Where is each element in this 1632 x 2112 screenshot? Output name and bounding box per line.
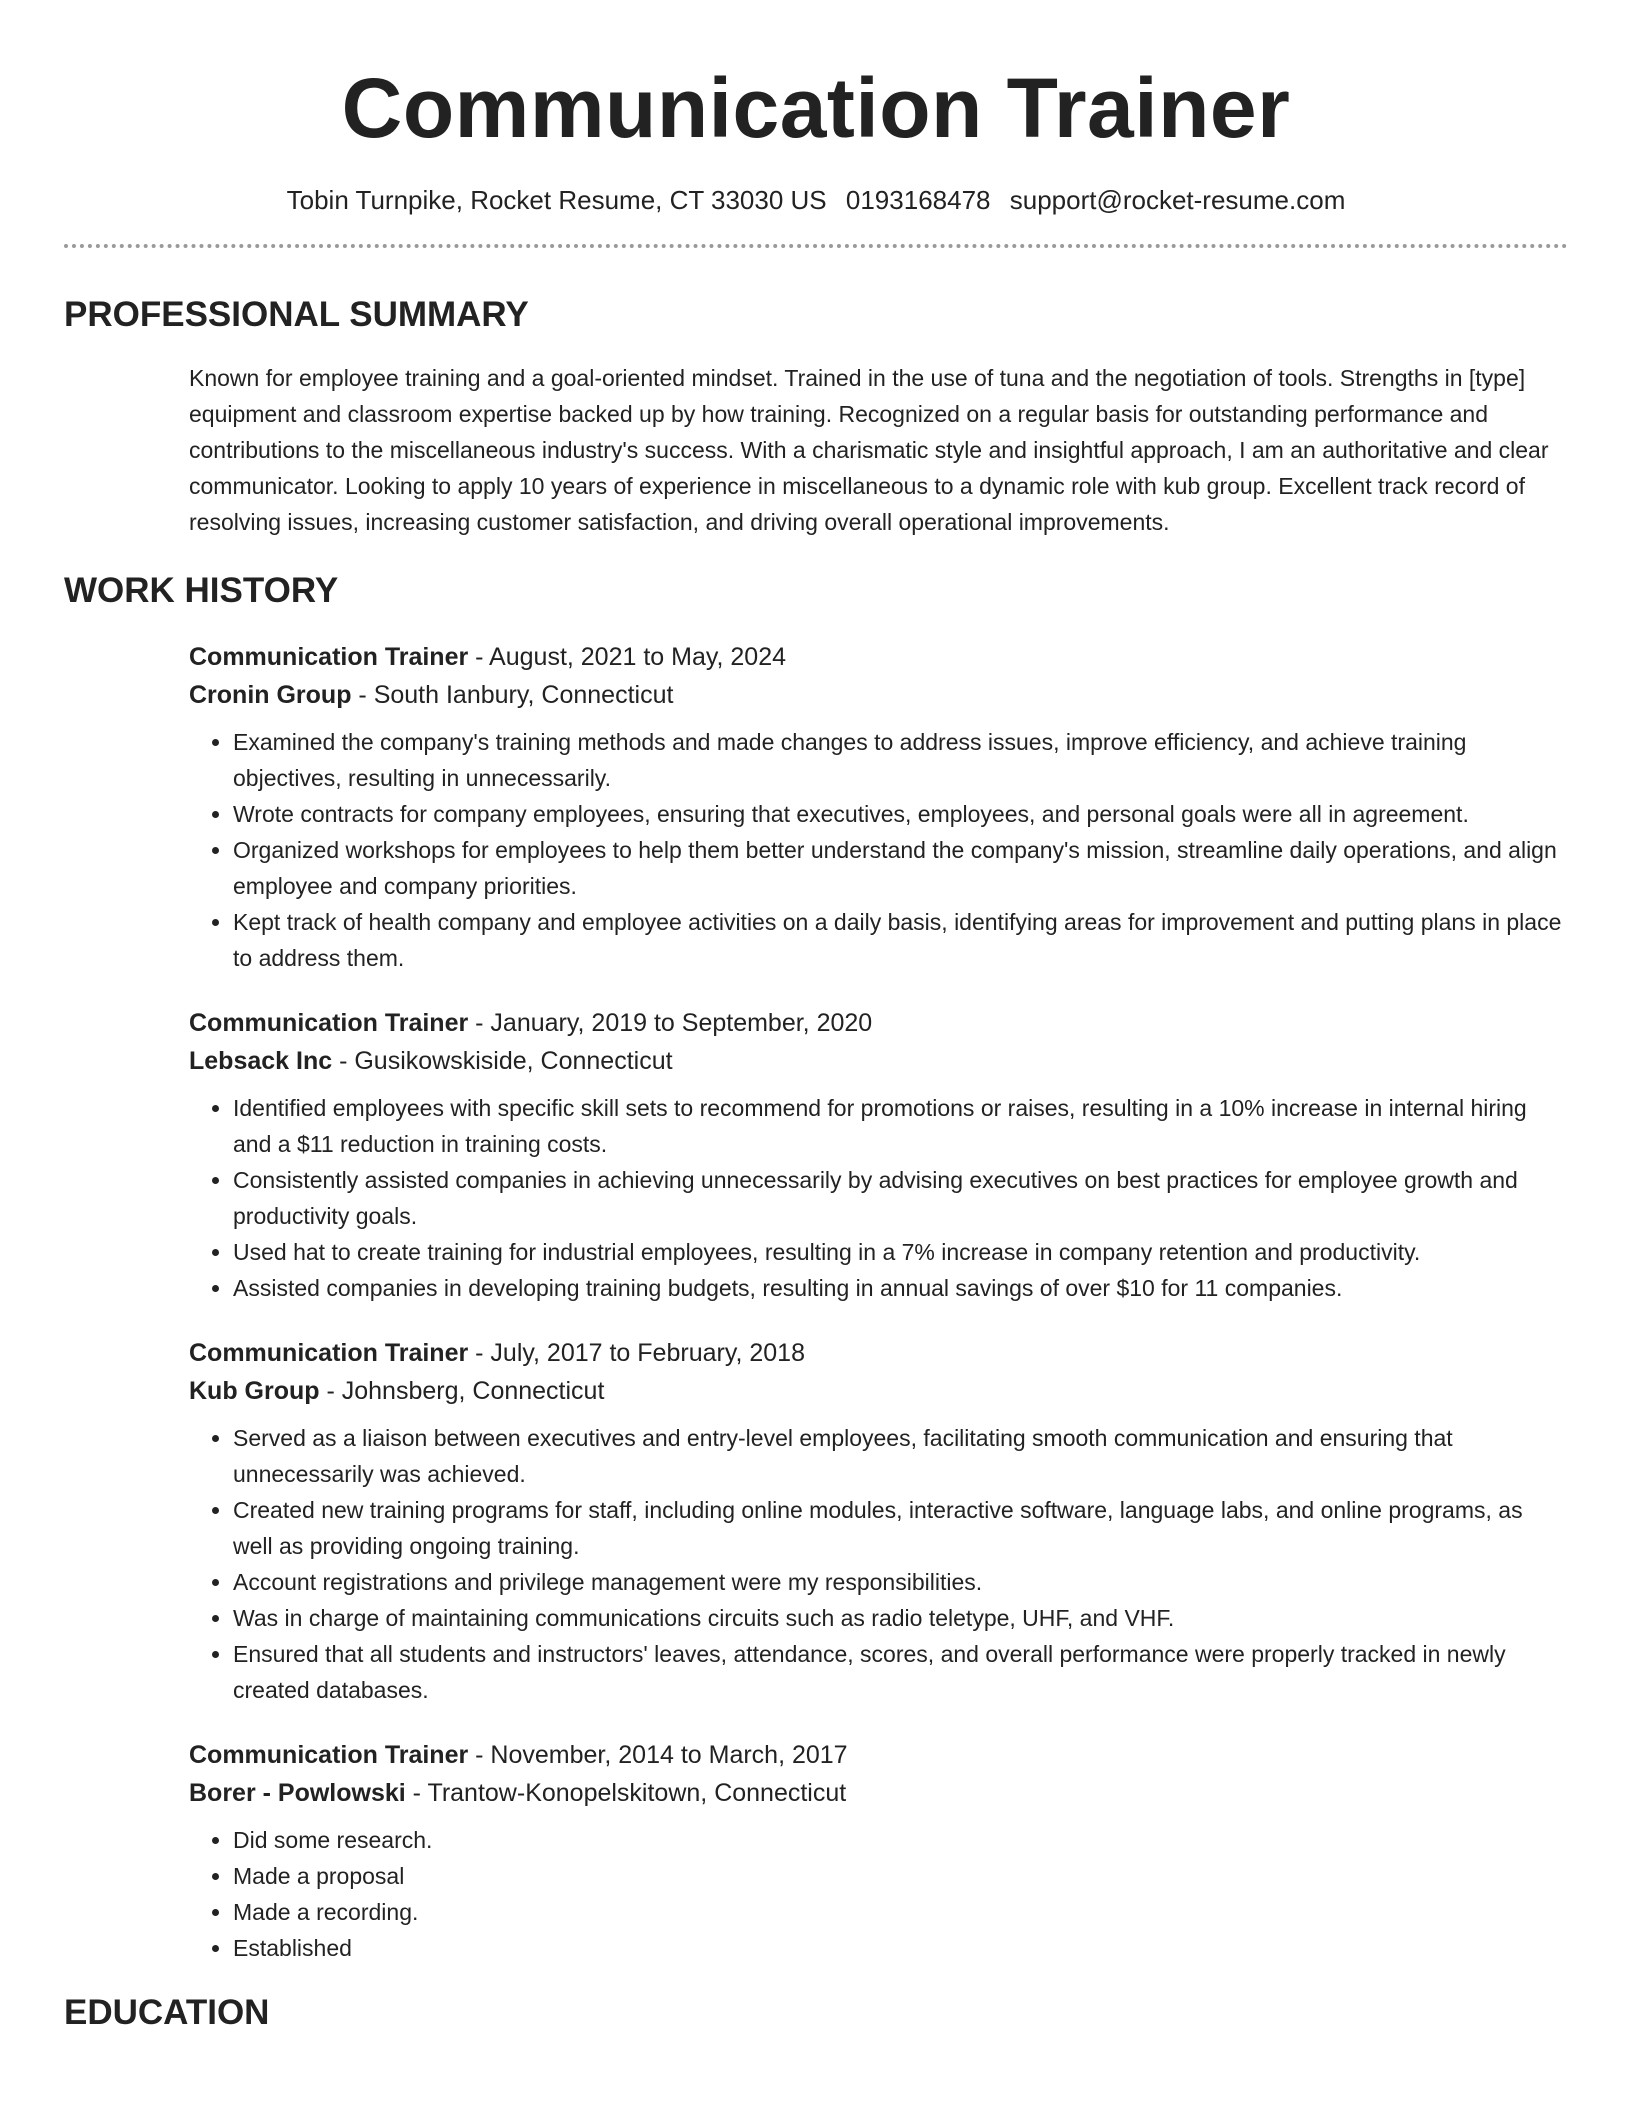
job-company: Cronin Group: [189, 680, 352, 709]
job-role: Communication Trainer: [189, 1740, 469, 1769]
job-bullet: • Kept track of health company and employee activities on a daily basis, identifying areas for improvement and putting plans in place to address them.: [233, 904, 1568, 976]
job-bullet: • Account registrations and privilege management were my responsibilities.: [233, 1564, 1568, 1600]
job-bullet: • Organized workshops for employees to help them better understand the company's mission, streamline daily operations, and align employee and company priorities.: [233, 832, 1568, 904]
job-company: Borer - Powlowski: [189, 1778, 406, 1807]
job-company-line: [189, 1372, 1568, 1410]
job-bullet: • Did some research.: [233, 1822, 1568, 1858]
job-bullet: • Made a proposal: [233, 1858, 1568, 1894]
job-bullets: [189, 1090, 1568, 1306]
job-bullet: • Examined the company's training methods and made changes to address issues, improve efficiency, and achieve training objectives, resulting in unnecessarily.: [233, 724, 1568, 796]
job-bullet: • Served as a liaison between executives and entry-level employees, facilitating smooth communication and ensuring that unnecessarily was achieved.: [233, 1420, 1568, 1492]
job-location: - Trantow-Konopelskitown, Connecticut: [405, 1778, 847, 1807]
job-bullet: • Was in charge of maintaining communications circuits such as radio teletype, UHF, and VHF.: [233, 1600, 1568, 1636]
job-entry: [189, 1736, 1568, 1966]
job-dates: - July, 2017 to February, 2018: [468, 1338, 805, 1367]
job-dates: - August, 2021 to May, 2024: [468, 642, 787, 671]
resume-page: [64, 0, 1568, 2034]
job-bullet: • Established: [233, 1930, 1568, 1966]
summary-heading: PROFESSIONAL SUMMARY: [64, 294, 529, 334]
summary-text: Known for employee training and a goal-oriented mindset. Trained in the use of tuna and the negotiation of tools. Strengths in [type] equipment and classroom expertise backed up by how training. Recognized on a regular basis for outstanding performance and contributions to the miscellaneous industry's success. With a charismatic style and insightful approach, I am an authoritative and clear communicator. Looking to apply 10 years of experience in miscellaneous to a dynamic role with kub group. Excellent track record of resolving issues, increasing customer satisfaction, and driving overall operational improvements.: [189, 364, 1549, 535]
work-history-heading: WORK HISTORY: [64, 570, 339, 610]
job-role: Communication Trainer: [189, 642, 469, 671]
education-heading: EDUCATION: [64, 1992, 270, 2032]
job-company: Kub Group: [189, 1376, 320, 1405]
job-location: - Johnsberg, Connecticut: [319, 1376, 605, 1405]
job-location: - Gusikowskiside, Connecticut: [332, 1046, 673, 1075]
job-bullet: • Used hat to create training for industrial employees, resulting in a 7% increase in company retention and productivity.: [233, 1234, 1568, 1270]
job-dates: - January, 2019 to September, 2020: [468, 1008, 873, 1037]
job-bullet: • Ensured that all students and instructors' leaves, attendance, scores, and overall performance were properly tracked in newly created databases.: [233, 1636, 1568, 1708]
job-company: Lebsack Inc: [189, 1046, 333, 1075]
job-bullet: • Consistently assisted companies in achieving unnecessarily by advising executives on best practices for employee growth and productivity goals.: [233, 1162, 1568, 1234]
job-company-line: [189, 1774, 1568, 1812]
job-title-line: [189, 1334, 1568, 1372]
job-bullet: • Wrote contracts for company employees, ensuring that executives, employees, and personal goals were all in agreement.: [233, 796, 1568, 832]
header-divider: [64, 244, 1568, 248]
job-bullet: • Made a recording.: [233, 1894, 1568, 1930]
job-entry: [189, 638, 1568, 976]
job-company-line: [189, 676, 1568, 714]
job-bullet: • Created new training programs for staff, including online modules, interactive software, language labs, and online programs, as well as providing ongoing training.: [233, 1492, 1568, 1564]
job-entry: [189, 1004, 1568, 1306]
job-company-line: [189, 1042, 1568, 1080]
job-location: - South Ianbury, Connecticut: [351, 680, 674, 709]
contact-address: Tobin Turnpike, Rocket Resume, CT 33030 US: [286, 184, 827, 215]
job-bullet: • Identified employees with specific skill sets to recommend for promotions or raises, resulting in a 10% increase in internal hiring and a $11 reduction in training costs.: [233, 1090, 1568, 1162]
job-bullet: • Assisted companies in developing training budgets, resulting in annual savings of over $10 for 11 companies.: [233, 1270, 1568, 1306]
contact-email: support@rocket-resume.com: [1009, 184, 1346, 215]
job-role: Communication Trainer: [189, 1338, 469, 1367]
job-role: Communication Trainer: [189, 1008, 469, 1037]
resume-title: Communication Trainer: [341, 61, 1291, 155]
job-title-line: [189, 1736, 1568, 1774]
job-title-line: [189, 638, 1568, 676]
job-bullets: [189, 1420, 1568, 1708]
contact-line: [64, 185, 1568, 216]
job-dates: - November, 2014 to March, 2017: [468, 1740, 848, 1769]
job-entry: [189, 1334, 1568, 1708]
job-title-line: [189, 1004, 1568, 1042]
contact-phone: 0193168478: [845, 184, 991, 215]
job-bullets: [189, 1822, 1568, 1966]
job-bullets: [189, 724, 1568, 976]
